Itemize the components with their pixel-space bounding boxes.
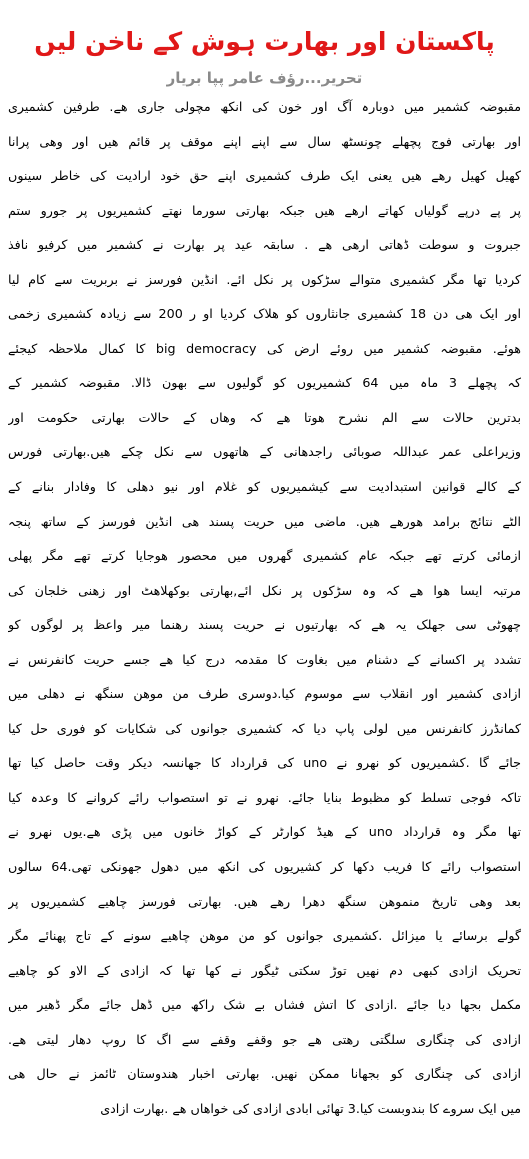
article-title: پاکستان اور بھارت ہوش کے ناخن لیں xyxy=(34,27,495,56)
body-line: تشدد پر اکسانے کے دشنام میں بغاوت کا مقدمہ درج کیا ھے جسے حریت کانفرنس نے xyxy=(8,651,521,667)
body-line: کمانڈرز کانفرنس میں لولی پاپ دیا کہ کشمیری جوانوں کی شکایات کو فوری حل کیا xyxy=(8,720,521,736)
body-line: مقبوضہ کشمیر میں دوبارہ آگ اور خون کی انکھ مچولی جاری ھے. طرفین کشمیری xyxy=(8,99,521,114)
body-line: ازمائی کرتے تھے جبکہ عام کشمیری گھروں میں محصور ھوجایا کرتے تھے مگر پھلی xyxy=(8,548,521,564)
body-line: پر پے درپے گولیاں کھاتے ارھے ھیں جبکہ بھارتی سورما نھتے کشمیریوں پر جورو ستم xyxy=(8,202,521,218)
body-line: جبروت و سوطت ڈھاتی ارھی ھے . سابقہ عید پر بھارت نے کشمیر میں کرفیو نافذ xyxy=(8,237,521,253)
body-line: تحریک ازادی کبھی دم نھیں توڑ سکتی ٹیگور نے کھا تھا کہ ازادی کے الاو کو چاھیے xyxy=(8,962,521,978)
body-line: اور بھارتی فوج پچھلے چونسٹھ سال سے اپنے اپنے موقف پر قائم ھیں اور وھی پرانا xyxy=(8,133,521,149)
body-line: الٹے نتائج برامد ھورھے ھیں. ماضی میں حریت پسند ھی انڈین فورسز کے ساتھ پنجہ xyxy=(8,513,521,529)
body-line: میں ایک سروے کا بندوبست کیا.3 تھائی ابادی ازادی کی خواھاں ھے .بھارت ازادی xyxy=(100,1100,521,1116)
body-line: ازادی کی چنگاری کو بجھانا ممکن نھیں. بھارتی اخبار ھندوستان ٹائمز نے حال ھی xyxy=(8,1066,521,1082)
body-line: ھوئے. مقبوضہ کشمیر میں روئے ارض کی big democracy کا کمال ملاحظہ کیجئے xyxy=(8,340,521,356)
body-line: وزیراعلی عمر عبداللہ صوبائی راجدھانی کے ھاتھوں سے نکل چکے ھیں.بھارتی فورس xyxy=(8,444,521,460)
article-body xyxy=(8,90,521,1126)
body-line: ازادی کشمیر اور انقلاب سے موسوم کیا.دوسری طرف من موھن سنگھ نے دھلی میں xyxy=(8,686,521,702)
body-line: جائے گا .کشمیریوں کو نھرو نے uno کی قرارداد کا جھانسہ دیکر وقت حاصل کیا تھا xyxy=(8,755,521,771)
body-line: بدترین حالات سے الم نشرح ھوتا ھے کہ وھاں کے حالات بھارتی حکومت اور xyxy=(8,409,521,425)
body-line: بعد وھی تاریخ منموھن سنگھ دھرا رھے ھیں. بھارتی فورسز چاھیے کشمیریوں پر xyxy=(8,893,521,909)
body-line: کے کالے قوانین استبدادیت سے کیشمیریوں کو غلام اور نیو دھلی کا وفادار بنانے کے xyxy=(8,479,521,495)
body-line: مرتبہ ایسا ھوا ھے کہ وہ سڑکوں پر نکل ائے,بھارتی بوکھلاھٹ اور زھنی خلجان کی xyxy=(8,582,521,598)
body-line: استصواب رائے کا فریب دکھا کر کشیریوں کی انکھ میں دھول جھونکی تھی.64 سالوں xyxy=(8,859,521,875)
body-line: تھا مگر وہ قرارداد uno کے ھیڈ کوارٹر کے کواڑ خانوں میں پڑی ھے.یوں نھرو نے xyxy=(8,824,521,840)
body-line: چھوٹی سی جھلک یہ ھے کہ بھارتیوں نے حریت پسند رھنما میر واعظ پر لوگوں کو xyxy=(8,617,521,633)
article-byline: تحریر...رؤف عامر پپا بریار xyxy=(166,69,363,87)
body-line: تاکہ فوجی تسلط کو مظبوط بنایا جائے. نھرو نے تو استصواب رائے کروانے کا وعدہ کیا xyxy=(8,789,521,805)
body-line: اور ایک ھی دن 18 کشمیری جانثاروں کو ھلاک کردیا او ر 200 سے زیادہ کشمیری زخمی xyxy=(8,306,521,322)
body-line: ازادی کی چنگاری سلگتی رھتی ھے جو وقفے وقفے سے اگ کا روپ دھار لیتی ھے. xyxy=(8,1031,521,1047)
body-line: کھیل کھیل رھے ھیں یعنی ایک طرف کشمیری اپنے حق خود ارادیت کی خاطر سینوں xyxy=(8,168,521,184)
body-line: گولے برسائے یا میزائل .کشمیری جوانوں کو من موھن چاھیے سونے کے تاج پھنائے مگر xyxy=(8,928,521,944)
body-line: کہ پچھلے 3 ماہ میں 64 کشمیریوں کو گولیوں سے بھون ڈالا. مقبوضہ کشمیر کے xyxy=(8,375,521,391)
body-line: مکمل بجھا دیا جائے .ازادی کا اتش فشاں بے شک راکھ میں ڈھل جائے مگر ڈھیر میں xyxy=(8,997,521,1013)
body-line: کردیا تھا مگر کشمیری متوالے سڑکوں پر نکل ائے. انڈین فورسز نے بربریت سے کام لیا xyxy=(8,271,521,287)
